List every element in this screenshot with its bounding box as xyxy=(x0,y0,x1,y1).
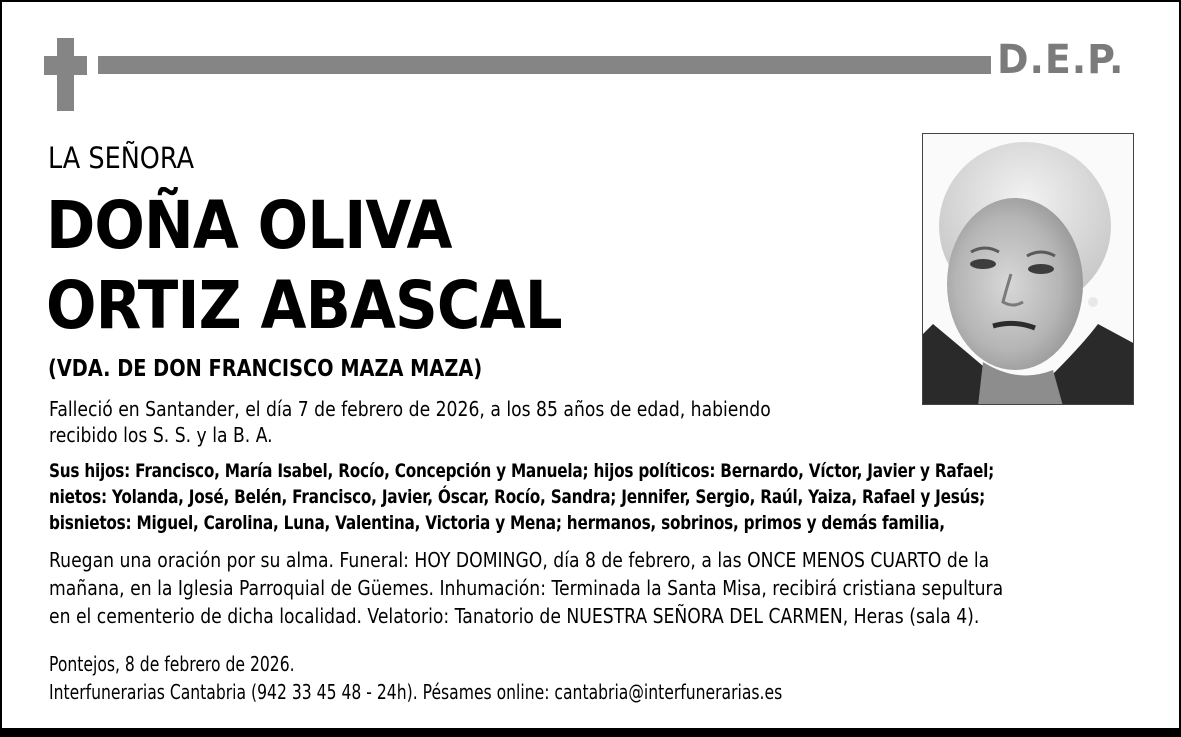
portrait-image xyxy=(923,134,1134,405)
header-rule xyxy=(98,56,991,74)
death-notice-line1: Falleció en Santander, el día 7 de febrero de 2026, a los 85 años de edad, habiendo xyxy=(49,397,771,421)
funeral-line1: Ruegan una oración por su alma. Funeral: HOY DOMINGO, día 8 de febrero, a las ONCE MENOS CUARTO de la xyxy=(49,548,990,572)
deceased-name-line1: DOÑA OLIVA xyxy=(46,187,452,264)
widow-of: (VDA. DE DON FRANCISCO MAZA MAZA) xyxy=(48,356,483,382)
place-date: Pontejos, 8 de febrero de 2026. xyxy=(49,652,295,676)
honorific-title: LA SEÑORA xyxy=(48,141,195,175)
cross-horizontal-bar xyxy=(44,56,87,75)
deceased-name-line2: ORTIZ ABASCAL xyxy=(46,267,562,344)
death-notice-line2: recibido los S. S. y la B. A. xyxy=(49,423,273,447)
family-line2: nietos: Yolanda, José, Belén, Francisco, Javier, Óscar, Rocío, Sandra; Jennifer, Sergio, Raúl, Yaiza, Rafael y Jesús; xyxy=(49,486,986,508)
family-line3: bisnietos: Miguel, Carolina, Luna, Valentina, Victoria y Mena; hermanos, sobrinos, primos y demás familia, xyxy=(49,512,945,534)
funeral-line2: mañana, en la Iglesia Parroquial de Güemes. Inhumación: Terminada la Santa Misa, recibirá cristiana sepultura xyxy=(49,576,1004,600)
funeral-line3: en el cementerio de dicha localidad. Velatorio: Tanatorio de NUESTRA SEÑORA DEL CARMEN, Heras (sala 4). xyxy=(49,604,980,628)
funeral-home-contact: Interfunerarias Cantabria (942 33 45 48 - 24h). Pésames online: cantabria@interfunerarias.es xyxy=(49,680,783,704)
dep-label: D.E.P. xyxy=(997,37,1125,83)
family-line1: Sus hijos: Francisco, María Isabel, Rocío, Concepción y Manuela; hijos políticos: Bernardo, Víctor, Javier y Rafael; xyxy=(49,460,994,482)
portrait-photo xyxy=(922,133,1134,405)
